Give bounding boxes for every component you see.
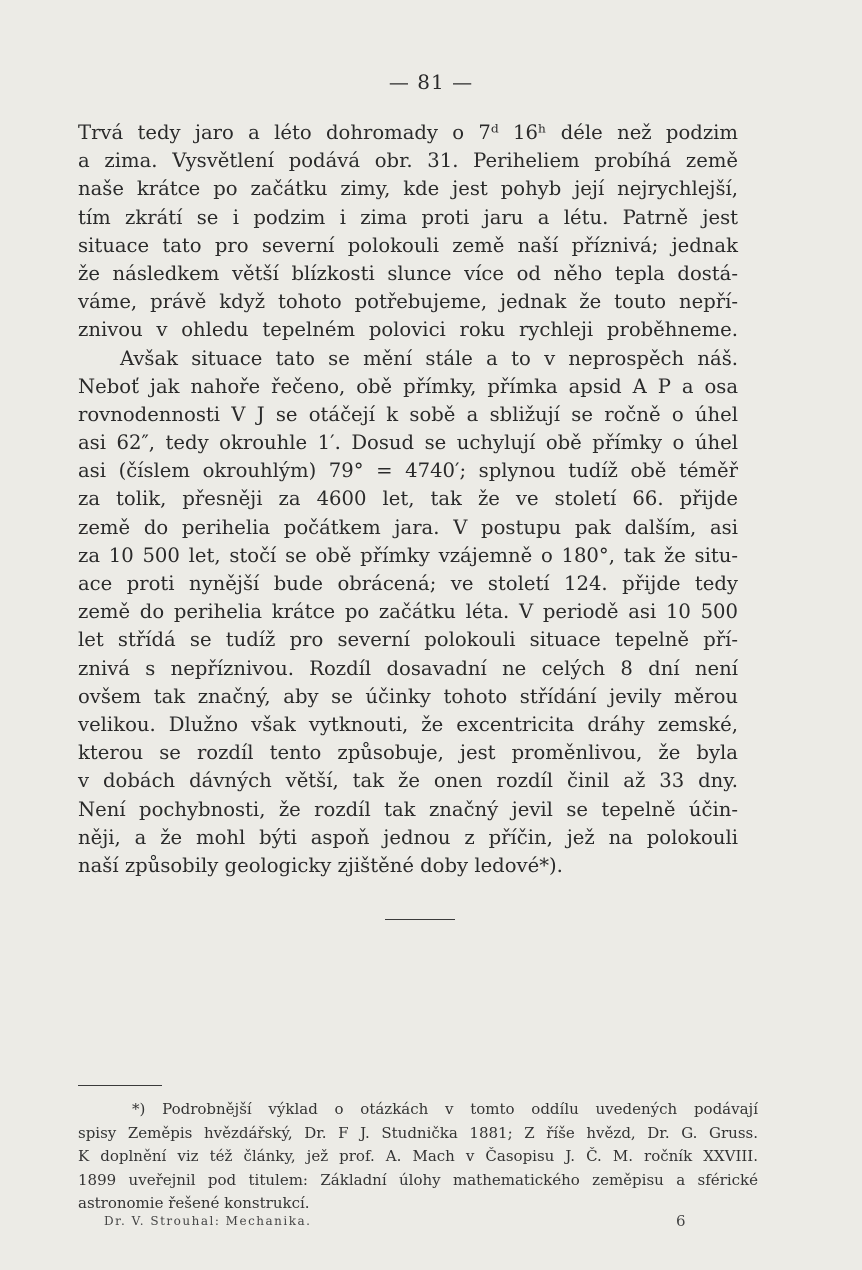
text-line: situace tato pro severní polokouli země naší příznivá; jednak: [78, 233, 738, 257]
text-line: ace proti nynější bude obrácená; ve století 124. přijde tedy: [78, 572, 738, 595]
footnote-line: 1899 uveřejnil pod titulem: Základní úlohy mathematického zeměpisu a sférické: [78, 1170, 758, 1189]
text-line: váme, právě když tohoto potřebujeme, jednak že touto nepří-: [78, 290, 738, 314]
text-line: znivou v ohledu tepelném polovici roku rychleji proběhneme.: [78, 318, 738, 342]
text-line: asi 62″, tedy okrouhle 1′. Dosud se uchylují obě přímky o úhel: [78, 431, 738, 455]
text-line: let střídá se tudíž pro severní polokouli situace tepelně pří-: [78, 628, 738, 652]
body-text: [78, 119, 738, 880]
text-line: Trvá tedy jaro a léto dohromady o 7ᵈ 16ʰ déle než podzim: [78, 121, 738, 144]
page-number: — 81 —: [388, 70, 474, 94]
text-line: za tolik, přesněji za 4600 let, tak že ve století 66. přijde: [78, 487, 738, 511]
footnote-line: astronomie řešené konstrukcí.: [78, 1194, 310, 1212]
text-line: kterou se rozdíl tento způsobuje, jest proměnlivou, že byla: [78, 741, 738, 765]
footnote-line: spisy Zeměpis hvězdářský, Dr. F J. Studnička 1881; Z říše hvězd, Dr. G. Gruss.: [78, 1123, 758, 1142]
text-line: Neboť jak nahoře řečeno, obě přímky, přímka apsid A P a osa: [78, 374, 738, 398]
text-line: rovnodennosti V J se otáčejí k sobě a sbližují se ročně o úhel: [78, 402, 738, 426]
footnote-line: K doplnění viz též články, jež prof. A. Mach v Časopisu J. Č. M. ročník XXVIII.: [78, 1147, 758, 1165]
footnote-line: *) Podrobnější výklad o otázkách v tomto oddílu uvedených podávají: [132, 1100, 758, 1118]
text-line: naší způsobily geologicky zjištěné doby ledové*).: [78, 853, 563, 877]
text-line: asi (číslem okrouhlým) 79° = 4740′; splynou tudíž obě téměř: [78, 459, 738, 483]
text-line: Není pochybnosti, že rozdíl tak značný jevil se tepelně účin-: [78, 797, 738, 821]
printer-signature: Dr. V. Strouhal: Mechanika.: [104, 1214, 312, 1228]
text-line: Avšak situace tato se mění stále a to v neprospěch náš.: [120, 346, 738, 370]
text-line: že následkem větší blízkosti slunce více od něho tepla dostá-: [78, 261, 738, 285]
section-divider: [385, 919, 455, 920]
sheet-number: 6: [676, 1212, 686, 1230]
footnote-rule: [78, 1085, 162, 1086]
text-line: v dobách dávných větší, tak že onen rozdíl činil až 33 dny.: [78, 769, 738, 793]
text-line: naše krátce po začátku zimy, kde jest pohyb její nejrychlejší,: [78, 177, 738, 201]
text-line: ovšem tak značný, aby se účinky tohoto střídání jevily měrou: [78, 684, 738, 708]
text-line: země do perihelia krátce po začátku léta. V periodě asi 10 500: [78, 600, 738, 624]
text-line: za 10 500 let, stočí se obě přímky vzájemně o 180°, tak že situ-: [78, 543, 738, 567]
text-line: země do perihelia počátkem jara. V postupu pak dalším, asi: [78, 515, 738, 539]
text-line: znivá s nepříznivou. Rozdíl dosavadní ne celých 8 dní není: [78, 656, 738, 680]
text-line: něji, a že mohl býti aspoň jednou z příčin, jež na polokouli: [78, 825, 738, 849]
text-line: tím zkrátí se i podzim i zima proti jaru a létu. Patrně jest: [78, 205, 738, 229]
footnote: [78, 1098, 758, 1216]
text-line: velikou. Dlužno však vytknouti, že excentricita dráhy zemské,: [78, 712, 738, 736]
text-line: a zima. Vysvětlení podává obr. 31. Periheliem probíhá země: [78, 149, 738, 173]
